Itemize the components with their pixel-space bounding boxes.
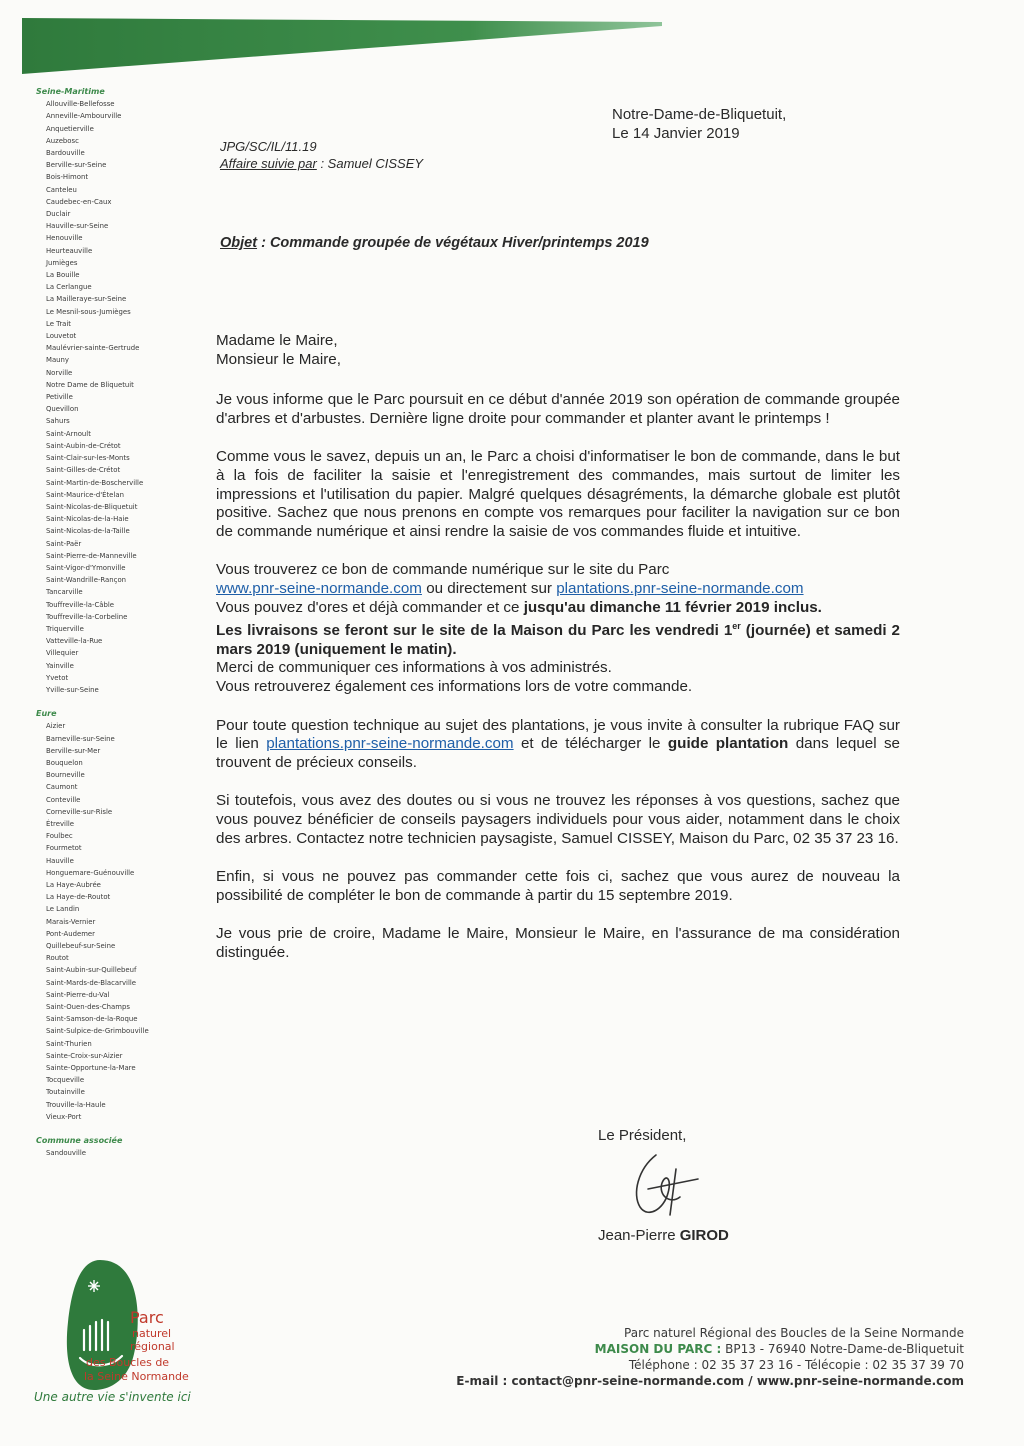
commune-item: Trouville-la-Haule (46, 1100, 106, 1109)
commune-item: Saint-Pierre-du-Val (46, 990, 110, 999)
commune-item: Saint-Samson-de-la-Roque (46, 1015, 138, 1024)
p4-text-b: et de télécharger le (513, 735, 668, 753)
commune-item: Quevillon (46, 405, 79, 414)
logo-naturel: naturel (132, 1327, 172, 1340)
commune-item: Duclair (46, 210, 71, 219)
commune-item: Fourmetot (46, 844, 82, 853)
commune-item: Yainville (46, 661, 74, 670)
p3-deadline: jusqu'au dimanche 11 février 2019 inclus. (523, 598, 822, 616)
logo-seine-normande: la Seine Normande (84, 1370, 189, 1383)
commune-item: Berville-sur-Seine (46, 161, 107, 170)
commune-item: Villequier (46, 649, 79, 658)
subject-label: Objet (220, 235, 258, 251)
salutation-line-2: Monsieur le Maire, (216, 350, 341, 368)
commune-item: Saint-Clair-sur-les-Monts (46, 454, 130, 463)
commune-item: Bouquelon (46, 758, 83, 767)
commune-item: Touffreville-la-Câble (46, 600, 115, 609)
logo-tagline: Une autre vie s'invente ici (34, 1390, 191, 1404)
commune-item: La Bouille (46, 271, 80, 280)
commune-item: Saint-Aubin-sur-Quillebeuf (46, 966, 137, 975)
commune-item: Saint-Arnoult (46, 429, 91, 438)
commune-item: Routot (46, 954, 69, 963)
footer-contact (456, 1325, 964, 1389)
commune-item: Saint-Ouen-des-Champs (46, 1003, 130, 1012)
affaire-suivie-label: Affaire suivie par (220, 156, 317, 171)
communes-sidebar (36, 86, 186, 1159)
place-date (612, 105, 786, 143)
commune-item: Saint-Paër (46, 539, 82, 548)
commune-item: Saint-Sulpice-de-Grimbouville (46, 1027, 149, 1036)
logo-regional: régional (130, 1340, 175, 1353)
commune-item: Hauville (46, 856, 74, 865)
commune-item: Sahurs (46, 417, 70, 426)
handwritten-signature (618, 1149, 708, 1224)
signatory-first-name: Jean-Pierre (598, 1227, 680, 1244)
p3-delivery-1: Les livraisons se feront sur le site de la Maison du Parc les vendredi 1 (216, 622, 733, 640)
reference-code: JPG/SC/IL/11.19 (220, 139, 317, 154)
logo-parc: Parc (130, 1308, 164, 1327)
commune-item: Caumont (46, 783, 78, 792)
p3-delivery-sup: er (732, 621, 741, 632)
commune-item: Le Landin (46, 905, 80, 914)
link-pnr-website[interactable]: www.pnr-seine-normande.com (216, 579, 422, 597)
p4-text-a: Pour toute question technique au sujet des plantations, je vous invite à consulter la rubrique FAQ sur le lien (216, 716, 900, 753)
commune-item: Yvetot (46, 673, 69, 682)
commune-list-seine-maritime (36, 98, 186, 696)
signatory-last-name: GIROD (679, 1227, 729, 1244)
commune-item: Barneville-sur-Seine (46, 734, 115, 743)
affaire-suivie (220, 155, 423, 172)
affaire-suivie-value: : Samuel CISSEY (316, 156, 424, 171)
commune-item: Saint-Martin-de-Boscherville (46, 478, 144, 487)
salutation (216, 332, 900, 369)
commune-item: Saint-Vigor-d'Ymonville (46, 563, 126, 572)
commune-item: Bois-Himont (46, 173, 89, 182)
commune-item: Toutainville (46, 1088, 85, 1097)
p4-guide: guide plantation (667, 735, 789, 753)
paragraph-conseils: Si toutefois, vous avez des doutes ou si vous ne trouvez les réponses à vos questions, sachez que vous pouvez bénéficier de conseils paysagers individuels pour vous aider, notamment dans le choix des arbres. Contactez notre technicien paysagiste, Samuel CISSEY, Maison du Parc, 02 35 37 23 16. (216, 792, 900, 847)
p3-text-a: Vous trouverez ce bon de commande numérique sur le site du Parc (216, 561, 670, 579)
commune-item: Tocqueville (46, 1076, 85, 1085)
p3-text-f: Vous retrouverez également ces informations lors de votre commande. (216, 677, 693, 695)
commune-item: Notre Dame de Bliquetuit (46, 380, 134, 389)
letter-place: Notre-Dame-de-Bliquetuit, (612, 106, 787, 123)
letter-body (216, 332, 900, 983)
commune-item: Saint-Pierre-de-Manneville (46, 551, 137, 560)
commune-item: Berville-sur-Mer (46, 746, 101, 755)
footer-address (456, 1341, 964, 1357)
commune-item: Saint-Nicolas-de-Bliquetuit (46, 502, 138, 511)
commune-item: Bardouville (46, 149, 85, 158)
commune-item: Saint-Aubin-de-Crétot (46, 441, 121, 450)
subject-text: : Commande groupée de végétaux Hiver/printemps 2019 (257, 235, 649, 251)
footer-phone: Téléphone : 02 35 37 23 16 - Télécopie : 02 35 37 39 70 (628, 1358, 964, 1372)
parc-logo (30, 1258, 190, 1418)
paragraph-faq (216, 717, 900, 773)
commune-item: Maulévrier-sainte-Gertrude (46, 344, 140, 353)
commune-item: Saint-Nicolas-de-la-Haie (46, 515, 129, 524)
paragraph-bon-de-commande (216, 561, 900, 696)
commune-item: Quillebeuf-sur-Seine (46, 942, 116, 951)
commune-item: Jumièges (46, 258, 78, 267)
p4-text-c: dans lequel se trouvent de précieux conseils. (216, 735, 901, 771)
commune-item: Triquerville (46, 624, 84, 633)
commune-list-associee (36, 1147, 186, 1159)
commune-item: La Mailleraye-sur-Seine (46, 295, 127, 304)
signatory-name (598, 1227, 729, 1244)
commune-item: Honguemare-Guénouville (46, 868, 135, 877)
commune-item: Anquetierville (46, 124, 94, 133)
commune-item: Marais-Vernier (46, 917, 96, 926)
footer-email[interactable]: E-mail : contact@pnr-seine-normande.com / www.pnr-seine-normande.com (456, 1374, 964, 1388)
commune-item: Norville (46, 368, 73, 377)
commune-item: Yville-sur-Seine (46, 685, 99, 694)
commune-item: La Haye-de-Routot (46, 893, 111, 902)
commune-item: Henouville (46, 234, 83, 243)
letter-date: Le 14 Janvier 2019 (612, 125, 740, 142)
header-green-band (22, 18, 662, 74)
commune-item: Hauville-sur-Seine (46, 222, 109, 231)
commune-item: Canteleu (46, 185, 77, 194)
logo-boucles: des Boucles de (86, 1356, 170, 1369)
footer-address-value: BP13 - 76940 Notre-Dame-de-Bliquetuit (721, 1342, 964, 1356)
commune-item: Foulbec (46, 832, 73, 841)
footer-parc-name: Parc naturel Régional des Boucles de la Seine Normande (624, 1326, 964, 1340)
commune-item: Saint-Mards-de-Blacarville (46, 978, 137, 987)
commune-item: Saint-Nicolas-de-la-Taille (46, 527, 130, 536)
p3-text-c: Vous pouvez d'ores et déjà commander et ce (216, 598, 524, 616)
paragraph-informatisation: Comme vous le savez, depuis un an, le Parc a choisi d'informatiser le bon de commande, dans le but à la fois de faciliter la saisie et l'enregistrement des commandes, mais surtout de limiter les impressions et l'utilisation du papier. Malgré quelques désagréments, la démarche globale est plutôt positive. Sachez que nous prenons en compte vos remarques pour faciliter la navigation sur ce bon de commande numérique et ainsi rendre la saisie de vos commandes fluide et intuitive. (216, 448, 900, 540)
commune-item: Petiville (46, 393, 73, 402)
commune-item: Sandouville (46, 1149, 86, 1158)
letter-subject (220, 235, 649, 251)
region-label-associee: Commune associée (36, 1136, 123, 1146)
commune-item: Caudebec-en-Caux (46, 197, 112, 206)
letter-reference (220, 138, 423, 172)
commune-item: Allouville-Bellefosse (46, 100, 115, 109)
link-plantations-faq[interactable]: plantations.pnr-seine-normande.com (266, 735, 514, 753)
commune-item: Sainte-Opportune-la-Mare (46, 1064, 136, 1073)
commune-item: La Haye-Aubrée (46, 881, 101, 889)
link-plantations[interactable]: plantations.pnr-seine-normande.com (556, 579, 804, 597)
commune-item: Auzebosc (46, 136, 79, 145)
commune-item: La Cerlangue (46, 283, 92, 292)
commune-item: Anneville-Ambourville (46, 112, 122, 121)
commune-item: Vieux-Port (46, 1112, 82, 1121)
commune-item: Mauny (46, 356, 69, 365)
p3-text-e: Merci de communiquer ces informations à vos administrés. (216, 659, 612, 677)
paragraph-intro: Je vous informe que le Parc poursuit en ce début d'année 2019 son opération de commande groupée d'arbres et d'arbustes. Dernière ligne droite pour commander et planter avant le printemps ! (216, 391, 900, 427)
commune-item: Le Trait (46, 319, 72, 328)
commune-item: Touffreville-la-Corbeline (46, 612, 128, 621)
commune-item: Saint-Wandrille-Rançon (46, 576, 127, 585)
commune-item: Sainte-Croix-sur-Aizier (46, 1051, 123, 1060)
p3-text-b: ou directement sur (421, 579, 557, 597)
commune-item: Bourneville (46, 771, 85, 780)
paragraph-septembre: Enfin, si vous ne pouvez pas commander cette fois ci, sachez que vous aurez de nouveau la possibilité de compléter le bon de commande à partir du 15 septembre 2019. (216, 868, 900, 904)
commune-item: Le Mesnil-sous-Jumièges (46, 307, 131, 316)
commune-item: Saint-Maurice-d'Ételan (46, 490, 124, 499)
commune-item: Conteville (46, 795, 81, 804)
commune-item: Saint-Gilles-de-Crétot (46, 466, 121, 475)
footer-maison-label: MAISON DU PARC : (594, 1342, 722, 1356)
region-label-eure: Eure (36, 709, 57, 719)
commune-item: Heurteauville (46, 246, 93, 255)
signature-title: Le Président, (598, 1127, 687, 1144)
commune-item: Pont-Audemer (46, 929, 96, 938)
commune-item: Louvetot (46, 332, 77, 341)
commune-item: Saint-Thurien (46, 1039, 92, 1048)
salutation-line-1: Madame le Maire, (216, 332, 338, 349)
commune-item: Aizier (46, 722, 66, 731)
commune-list-eure (36, 720, 186, 1123)
p3-delivery-2: (journée) et samedi 2 mars 2019 (uniquement le matin). (216, 622, 901, 658)
commune-item: Étreville (46, 819, 75, 828)
paragraph-closing: Je vous prie de croire, Madame le Maire, Monsieur le Maire, en l'assurance de ma considération distinguée. (216, 925, 900, 961)
commune-item: Tancarville (46, 588, 83, 597)
commune-item: Vatteville-la-Rue (46, 637, 103, 646)
region-label-seine-maritime: Seine-Maritime (36, 87, 105, 96)
commune-item: Corneville-sur-Risle (46, 807, 113, 816)
